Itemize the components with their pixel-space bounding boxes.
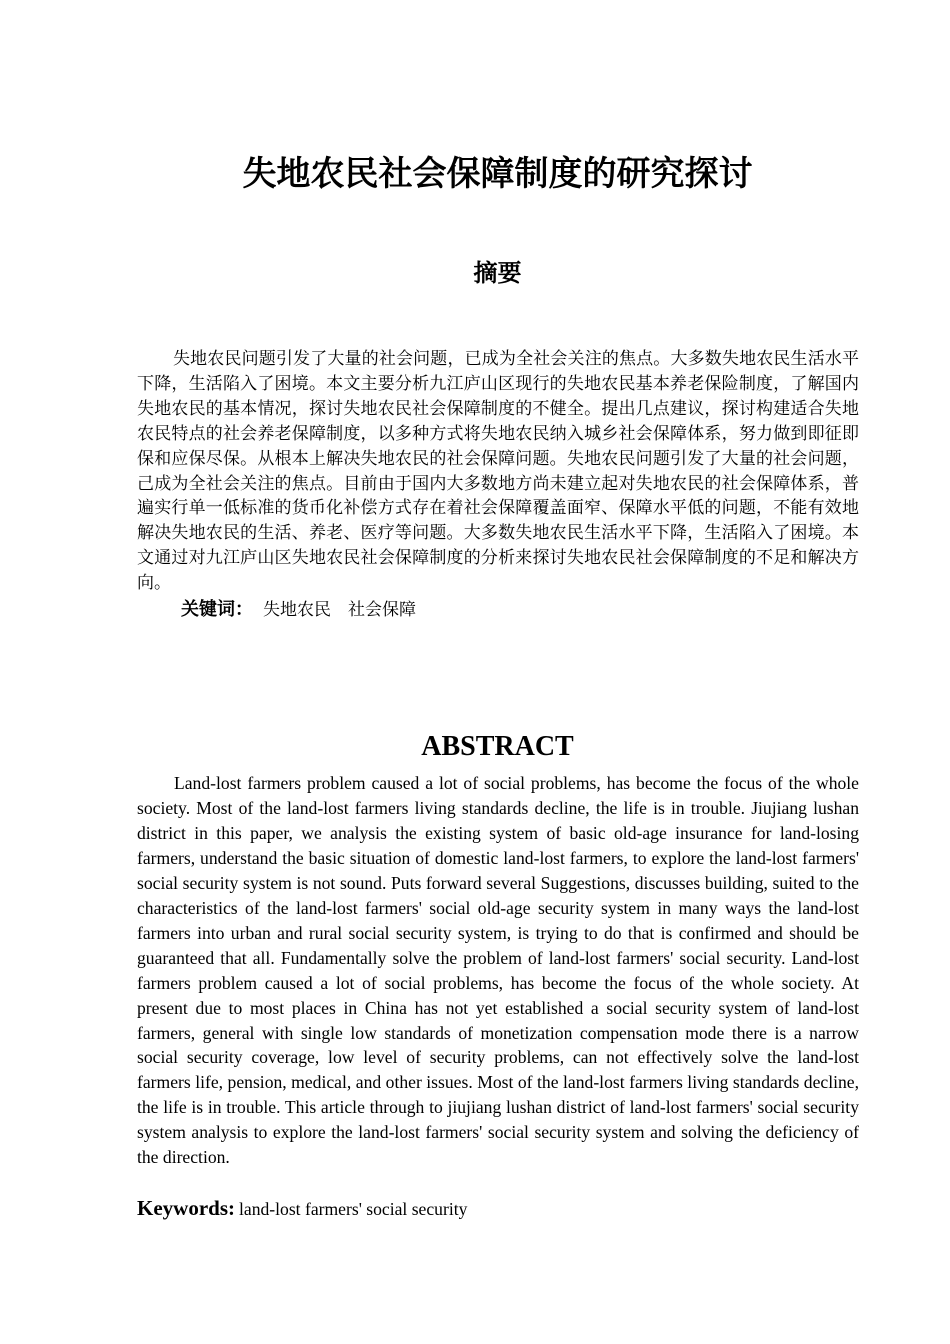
chinese-keywords-line xyxy=(181,597,416,623)
chinese-abstract-heading: 摘要 xyxy=(473,259,522,287)
english-keywords-line xyxy=(137,1194,467,1225)
english-abstract-body: Land-lost farmers problem caused a lot of social problems, has become the focus of the whole society. Most of the land-lost farmers living standards decline, the life is in trouble. Jiujiang lushan district in this paper, we analysis the existing system of basic old-age insurance for land-losing farmers, understand the basic situation of domestic land-lost farmers, to explore the land-lost farmers' social security system is not sound. Puts forward several Suggestions, discusses building, suited to the characteristics of the land-lost farmers' social old-age security system in many ways the land-lost farmers into urban and rural social security system, is trying to do that is confirmed and should be guaranteed that all. Fundamentally solve the problem of land-lost farmers' social security. Land-lost farmers problem caused a lot of social problems, has become the focus of the whole society. At present due to most places in China has not yet established a social security system of land-lost farmers, general with single low standards of monetization compensation mode there is a narrow social security coverage, low level of security problems, can not effectively solve the land-lost farmers life, pension, medical, and other issues. Most of the land-lost farmers living standards decline, the life is in trouble. This article through to jiujiang lushan district of land-lost farmers' social security system analysis to explore the land-lost farmers' social security system and solving the deficiency of the direction. xyxy=(137,773,859,1168)
english-keywords-label: Keywords: xyxy=(137,1196,235,1220)
chinese-keywords-label: 关键词： xyxy=(181,599,253,620)
document-title: 失地农民社会保障制度的研究探讨 xyxy=(242,154,753,194)
chinese-keywords-value: 失地农民 社会保障 xyxy=(263,600,416,620)
english-abstract-heading: ABSTRACT xyxy=(421,731,574,762)
english-keywords-value: land-lost farmers' social security xyxy=(239,1199,468,1219)
chinese-abstract-body: 失地农民问题引发了大量的社会问题，已成为全社会关注的焦点。大多数失地农民生活水平下降，生活陷入了困境。本文主要分析九江庐山区现行的失地农民基本养老保险制度，了解国内失地农民的基本情况，探讨失地农民社会保障制度的不健全。提出几点建议，探讨构建适合失地农民特点的社会养老保障制度，以多种方式将失地农民纳入城乡社会保障体系，努力做到即征即保和应保尽保。从根本上解决失地农民的社会保障问题。失地农民问题引发了大量的社会问题，己成为全社会关注的焦点。目前由于国内大多数地方尚未建立起对失地农民的社会保障体系，普遍实行单一低标准的货币化补偿方式存在着社会保障覆盖面窄、保障水平低的问题，不能有效地解决失地农民的生活、养老、医疗等问题。大多数失地农民生活水平下降，生活陷入了困境。本文通过对九江庐山区失地农民社会保障制度的分析来探讨失地农民社会保障制度的不足和解决方向。 xyxy=(137,349,859,594)
